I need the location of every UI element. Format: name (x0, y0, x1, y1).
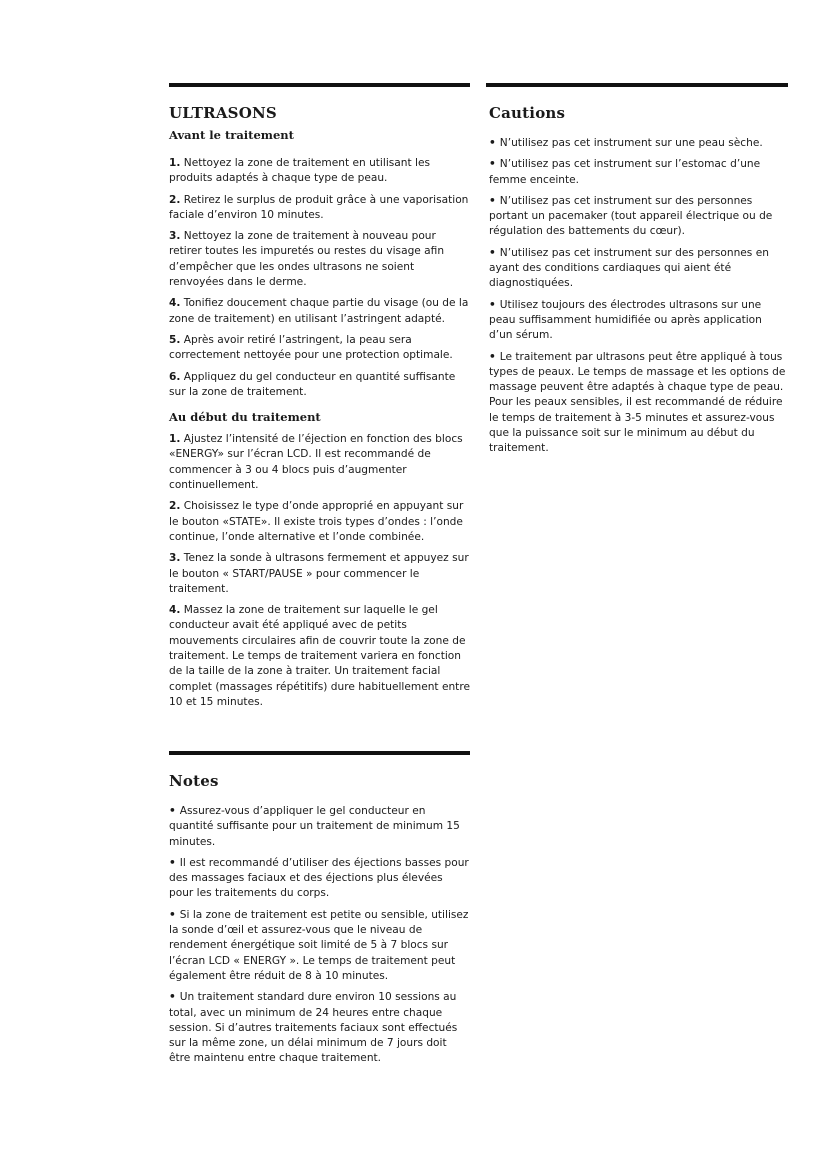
list-item: • Utilisez toujours des électrodes ultrasons sur une peau suffisamment humidifiée ou après application d’un sérum. (489, 298, 788, 344)
list-item: • Si la zone de traitement est petite ou sensible, utilisez la sonde d’œil et assurez-vous que le niveau de rendement énergétique soit limité de 5 à 7 blocs sur l’écran LCD « ENERGY ». Le temps de traitement peut également être réduit de 8 à 10 minutes. (169, 908, 470, 984)
notes-list (169, 804, 470, 1067)
step-item: 2. Choisissez le type d’onde approprié en appuyant sur le bouton «STATE». Il existe trois types d’ondes : l’onde continue, l’onde alternative et l’onde combinée. (169, 500, 464, 543)
before-treatment-subtitle: Avant le traitement (169, 128, 294, 142)
section-rule (169, 751, 470, 755)
section-rule (169, 83, 470, 87)
list-item: • Assurez-vous d’appliquer le gel conducteur en quantité suffisante pour un traitement de minimum 15 minutes. (169, 804, 470, 850)
step-item: 3. Tenez la sonde à ultrasons fermement et appuyez sur le bouton « START/PAUSE » pour commencer le traitement. (169, 552, 469, 595)
list-item: • N’utilisez pas cet instrument sur des personnes portant un pacemaker (tout appareil électrique ou de régulation des battements du cœur). (489, 194, 788, 240)
list-item: • Le traitement par ultrasons peut être appliqué à tous types de peaux. Le temps de massage et les options de massage peuvent être adaptés à chaque type de peau. Pour les peaux sensibles, il est recommandé de réduire le temps de traitement à 3-5 minutes et assurez-vous que la puissance soit sur le minimum au début du traitement. (489, 350, 788, 457)
cautions-title: Cautions (489, 104, 566, 122)
step-item: 4. Tonifiez doucement chaque partie du visage (ou de la zone de traitement) en utilisant l’astringent adapté. (169, 297, 469, 325)
before-treatment-steps (169, 156, 470, 400)
list-item: • N’utilisez pas cet instrument sur une peau sèche. (489, 136, 788, 151)
step-item: 1. Nettoyez la zone de traitement en utilisant les produits adaptés à chaque type de peau. (169, 157, 430, 185)
step-item: 2. Retirez le surplus de produit grâce à une vaporisation faciale d’environ 10 minutes. (169, 193, 469, 221)
section-rule (486, 83, 788, 87)
cautions-list (489, 136, 788, 457)
step-item: 4. Massez la zone de traitement sur laquelle le gel conducteur avait été appliqué avec de petits mouvements circulaires afin de couvrir toute la zone de traitement. Le temps de traitement variera en fonction de la taille de la zone à traiter. Un traitement facial complet (massages répétitifs) dure habituellement entre 10 et 15 minutes. (169, 604, 470, 708)
list-item: • N’utilisez pas cet instrument sur l’estomac d’une femme enceinte. (489, 157, 788, 188)
notes-section (169, 751, 470, 1067)
step-item: 1. Ajustez l’intensité de l’éjection en fonction des blocs «ENERGY» sur l’écran LCD. Il est recommandé de commencer à 3 ou 4 blocs puis d’augmenter continuellement. (169, 433, 463, 492)
start-treatment-steps (169, 432, 470, 710)
list-item: • N’utilisez pas cet instrument sur des personnes en ayant des conditions cardiaques qui aient été diagnostiquées. (489, 246, 788, 292)
list-item: • Il est recommandé d’utiliser des éjections basses pour des massages faciaux et des éjections plus élevées pour les traitements du corps. (169, 856, 470, 902)
step-item: 6. Appliquez du gel conducteur en quantité suffisante sur la zone de traitement. (169, 370, 456, 398)
list-item: • Un traitement standard dure environ 10 sessions au total, avec un minimum de 24 heures entre chaque session. Si d’autres traitements faciaux sont effectués sur la même zone, un délai minimum de 7 jours doit être maintenu entre chaque traitement. (169, 990, 470, 1066)
step-item: 5. Après avoir retiré l’astringent, la peau sera correctement nettoyée pour une protection optimale. (169, 333, 453, 362)
start-treatment-subtitle: Au début du traitement (169, 410, 321, 425)
step-item: 3. Nettoyez la zone de traitement à nouveau pour retirer toutes les impuretés ou restes du visage afin d’empêcher que les ondes ultrasons ne soient renvoyées dans le derme. (169, 230, 445, 289)
cautions-section (486, 83, 788, 457)
ultrasons-title: ULTRASONS (169, 104, 277, 122)
notes-title: Notes (169, 772, 219, 790)
ultrasons-section (169, 83, 470, 710)
